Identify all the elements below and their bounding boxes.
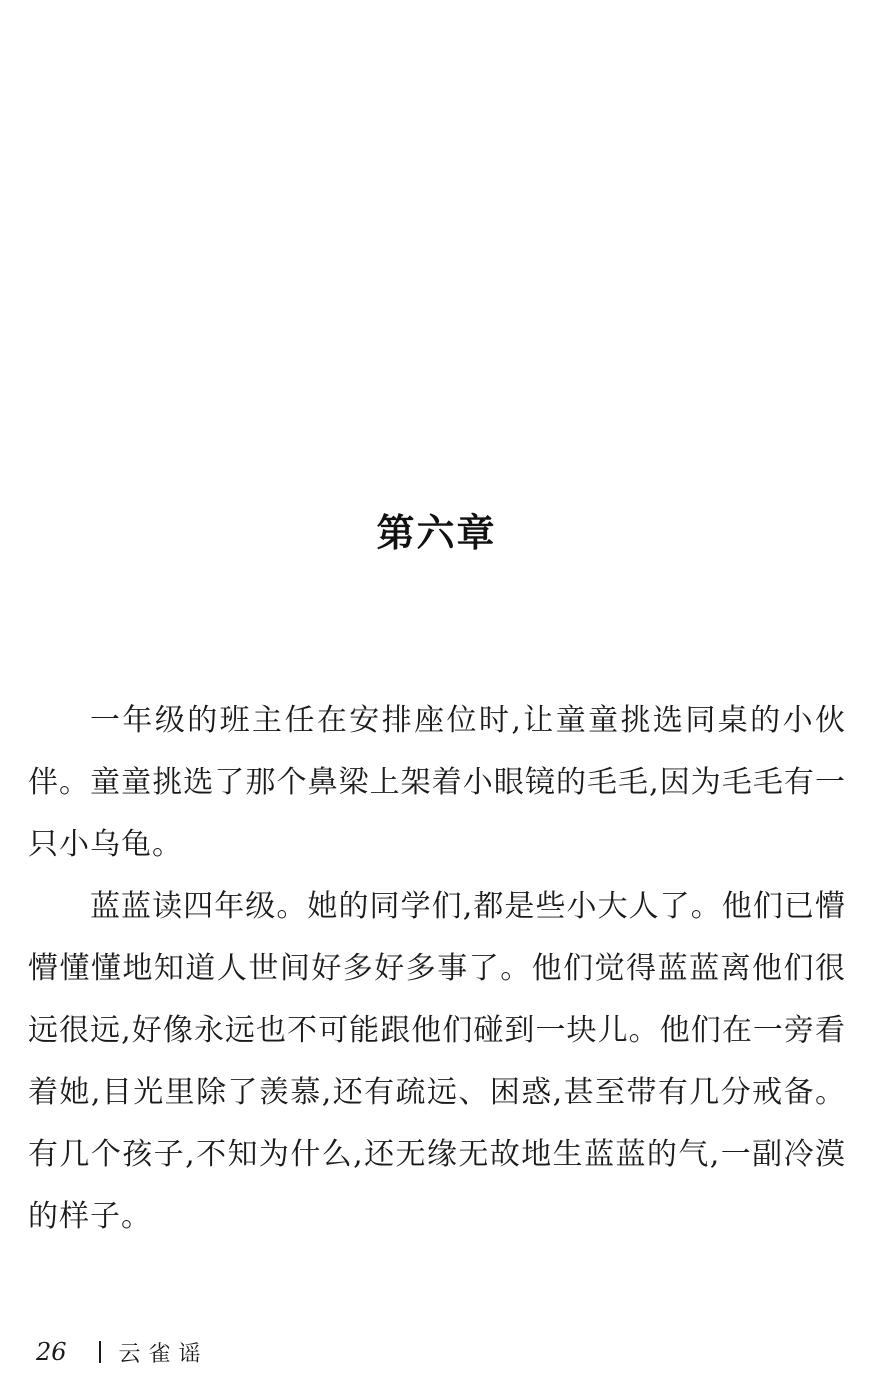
chapter-title: 第六章 xyxy=(376,511,497,556)
running-book-title: 云雀谣 xyxy=(118,1341,209,1367)
paragraph-2: 蓝蓝读四年级。她的同学们,都是些小大人了。他们已懵懵懂懂地知道人世间好多好多事了。他们觉得蓝蓝离他们很远很远,好像永远也不可能跟他们碰到一块儿。他们在一旁看着她,目光里除了羡慕,还有疏远、困惑,甚至带有几分戒备。有几个孩子,不知为什么,还无缘无故地生蓝蓝的气,一副冷漠的样子。 xyxy=(28,889,846,1234)
paragraph-1: 一年级的班主任在安排座位时,让童童挑选同桌的小伙伴。童童挑选了那个鼻梁上架着小眼镜的毛毛,因为毛毛有一只小乌龟。 xyxy=(28,703,846,862)
footer-divider xyxy=(99,1341,101,1363)
page-number: 26 xyxy=(36,1338,67,1366)
page-footer xyxy=(36,1332,209,1372)
chapter-body xyxy=(28,690,846,1248)
